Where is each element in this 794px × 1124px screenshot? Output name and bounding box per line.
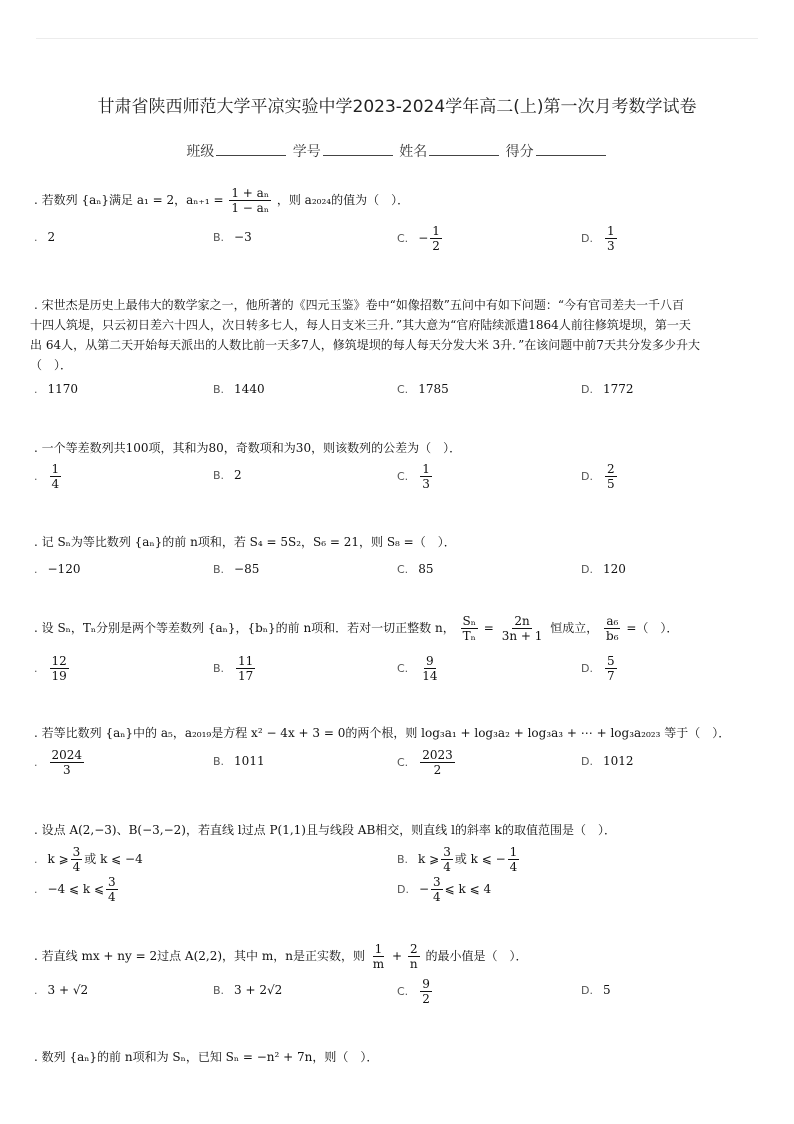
question-9-stem: . 数列 {aₙ}的前 n项和为 Sₙ，已知 Sₙ = −n² + 7n，则（ ）． <box>34 1050 379 1064</box>
q4-option-a[interactable]: . −120 <box>34 562 81 576</box>
name-blank[interactable] <box>429 143 499 156</box>
q1-option-c[interactable]: C. − $\frac{1}{2}$ <box>397 224 440 253</box>
q2-line-2: 十四人筑堤，只云初日差六十四人，次日转多七人，每人日支米三升．”其大意为“官府陆续派遣1864人前往修筑堤坝，第一天 <box>30 318 691 332</box>
score-label: 得分 <box>505 144 534 160</box>
q8-option-c[interactable]: C. $\frac{9}{2}$ <box>397 977 430 1006</box>
q4-option-c[interactable]: C. 85 <box>397 562 434 576</box>
id-label: 学号 <box>292 144 321 160</box>
q8-option-d[interactable]: D. 5 <box>581 983 611 997</box>
q2-option-c[interactable]: C. 1785 <box>397 382 449 396</box>
q6-option-b[interactable]: B. 1011 <box>213 754 265 768</box>
q8-option-b[interactable]: B. 3 + 2√2 <box>213 983 283 997</box>
q6-option-a[interactable]: . $\frac{2024}{3}$ <box>34 748 83 777</box>
q2-line-4: （ ）． <box>30 358 73 372</box>
q5-option-b[interactable]: B. $\frac{11}{17}$ <box>213 654 254 683</box>
q7-option-c[interactable]: . −4 ⩽ k ⩽ $\frac{3}{4}$ <box>34 875 116 904</box>
q1-option-d[interactable]: D. $\frac{1}{3}$ <box>581 224 615 253</box>
q2-line-1: . 宋世杰是历史上最伟大的数学家之一，他所著的《四元玉鉴》卷中“如像招数”五问中有如下问题：“今有官司差夫一千八百 <box>34 298 685 312</box>
q6-option-c[interactable]: C. $\frac{2023}{2}$ <box>397 748 453 777</box>
class-blank[interactable] <box>216 143 286 156</box>
q2-line-3: 出 64人，从第二天开始每天派出的人数比前一天多7人，修筑堤坝的每人每天分发大米 3升．”在该问题中前7天共分发多少升大 <box>30 338 700 352</box>
question-5-stem: . 设 Sₙ，Tₙ分别是两个等差数列 {aₙ}，{bₙ}的前 n项和．若对一切正整数 n， $\frac{\text{Sₙ}}{\text{Tₙ}}$ = $\frac{2n}{3n + 1}$ 恒成立， $\frac{\text{a₆}}{\text{b₆}}$ =（ ）． <box>34 614 679 643</box>
question-6-stem: . 若等比数列 {aₙ}中的 a₅，a₂₀₁₉是方程 x² − 4x + 3 = 0的两个根，则 log₃a₁ + log₃a₂ + log₃a₃ + ⋯ + log₃a₂₀₂₃ 等于（ ）． <box>34 726 731 740</box>
q8-option-a[interactable]: . 3 + √2 <box>34 983 89 997</box>
q3-option-b[interactable]: B. 2 <box>213 468 242 482</box>
q5-option-a[interactable]: . $\frac{12}{19}$ <box>34 654 67 683</box>
id-blank[interactable] <box>323 143 393 156</box>
exam-title: 甘肃省陕西师范大学平凉实验中学2023-2024学年高二(上)第一次月考数学试卷 <box>97 97 697 117</box>
question-3-stem: . 一个等差数列共100项，其和为80，奇数项和为30，则该数列的公差为（ ）． <box>34 441 462 455</box>
q5-option-c[interactable]: C. $\frac{9}{14}$ <box>397 654 438 683</box>
q3-option-c[interactable]: C. $\frac{1}{3}$ <box>397 462 430 491</box>
q1-option-b[interactable]: B. −3 <box>213 230 252 244</box>
q3-option-d[interactable]: D. $\frac{2}{5}$ <box>581 462 615 491</box>
score-blank[interactable] <box>536 143 606 156</box>
question-7-stem: . 设点 A(2,−3)、B(−3,−2)，若直线 l过点 P(1,1)且与线段 AB相交，则直线 l的斜率 k的取值范围是（ ）． <box>34 823 617 837</box>
q4-option-d[interactable]: D. 120 <box>581 562 626 576</box>
q4-option-b[interactable]: B. −85 <box>213 562 260 576</box>
q7-option-a[interactable]: . k ⩾ $\frac{3}{4}$ 或 k ⩽ −4 <box>34 845 143 874</box>
student-info-row <box>0 141 794 161</box>
question-8-stem: . 若直线 mx + ny = 2过点 A(2,2)，其中 m，n是正实数，则 $\frac{1}{m}$ + $\frac{2}{n}$ 的最小值是（ ）． <box>34 942 528 971</box>
q2-option-b[interactable]: B. 1440 <box>213 382 265 396</box>
q1-option-a[interactable]: . 2 <box>34 230 56 244</box>
q7-option-b[interactable]: B. k ⩾ $\frac{3}{4}$ 或 k ⩽ − $\frac{1}{4}$ <box>397 845 518 874</box>
q3-option-a[interactable]: . $\frac{1}{4}$ <box>34 462 60 491</box>
name-label: 姓名 <box>399 144 428 160</box>
top-rule <box>36 38 758 39</box>
question-1-stem: . 若数列 {aₙ}满足 a₁ = 2，aₙ₊₁ = $\frac{\text{1 + aₙ}}{\text{1 − aₙ}}$ ，则 a₂₀₂₄的值为（ ）． <box>34 186 410 215</box>
q2-option-d[interactable]: D. 1772 <box>581 382 634 396</box>
q1-fraction: $\frac{\text{1 + aₙ}}{\text{1 − aₙ}}$ <box>231 186 270 215</box>
q6-option-d[interactable]: D. 1012 <box>581 754 634 768</box>
class-label: 班级 <box>186 144 215 160</box>
q5-option-d[interactable]: D. $\frac{5}{7}$ <box>581 654 615 683</box>
question-4-stem: . 记 Sₙ为等比数列 {aₙ}的前 n项和，若 S₄ = 5S₂，S₆ = 21，则 S₈ =（ ）． <box>34 535 456 549</box>
q2-option-a[interactable]: . 1170 <box>34 382 79 396</box>
q7-option-d[interactable]: D. − $\frac{3}{4}$ ⩽ k ⩽ 4 <box>397 875 492 904</box>
